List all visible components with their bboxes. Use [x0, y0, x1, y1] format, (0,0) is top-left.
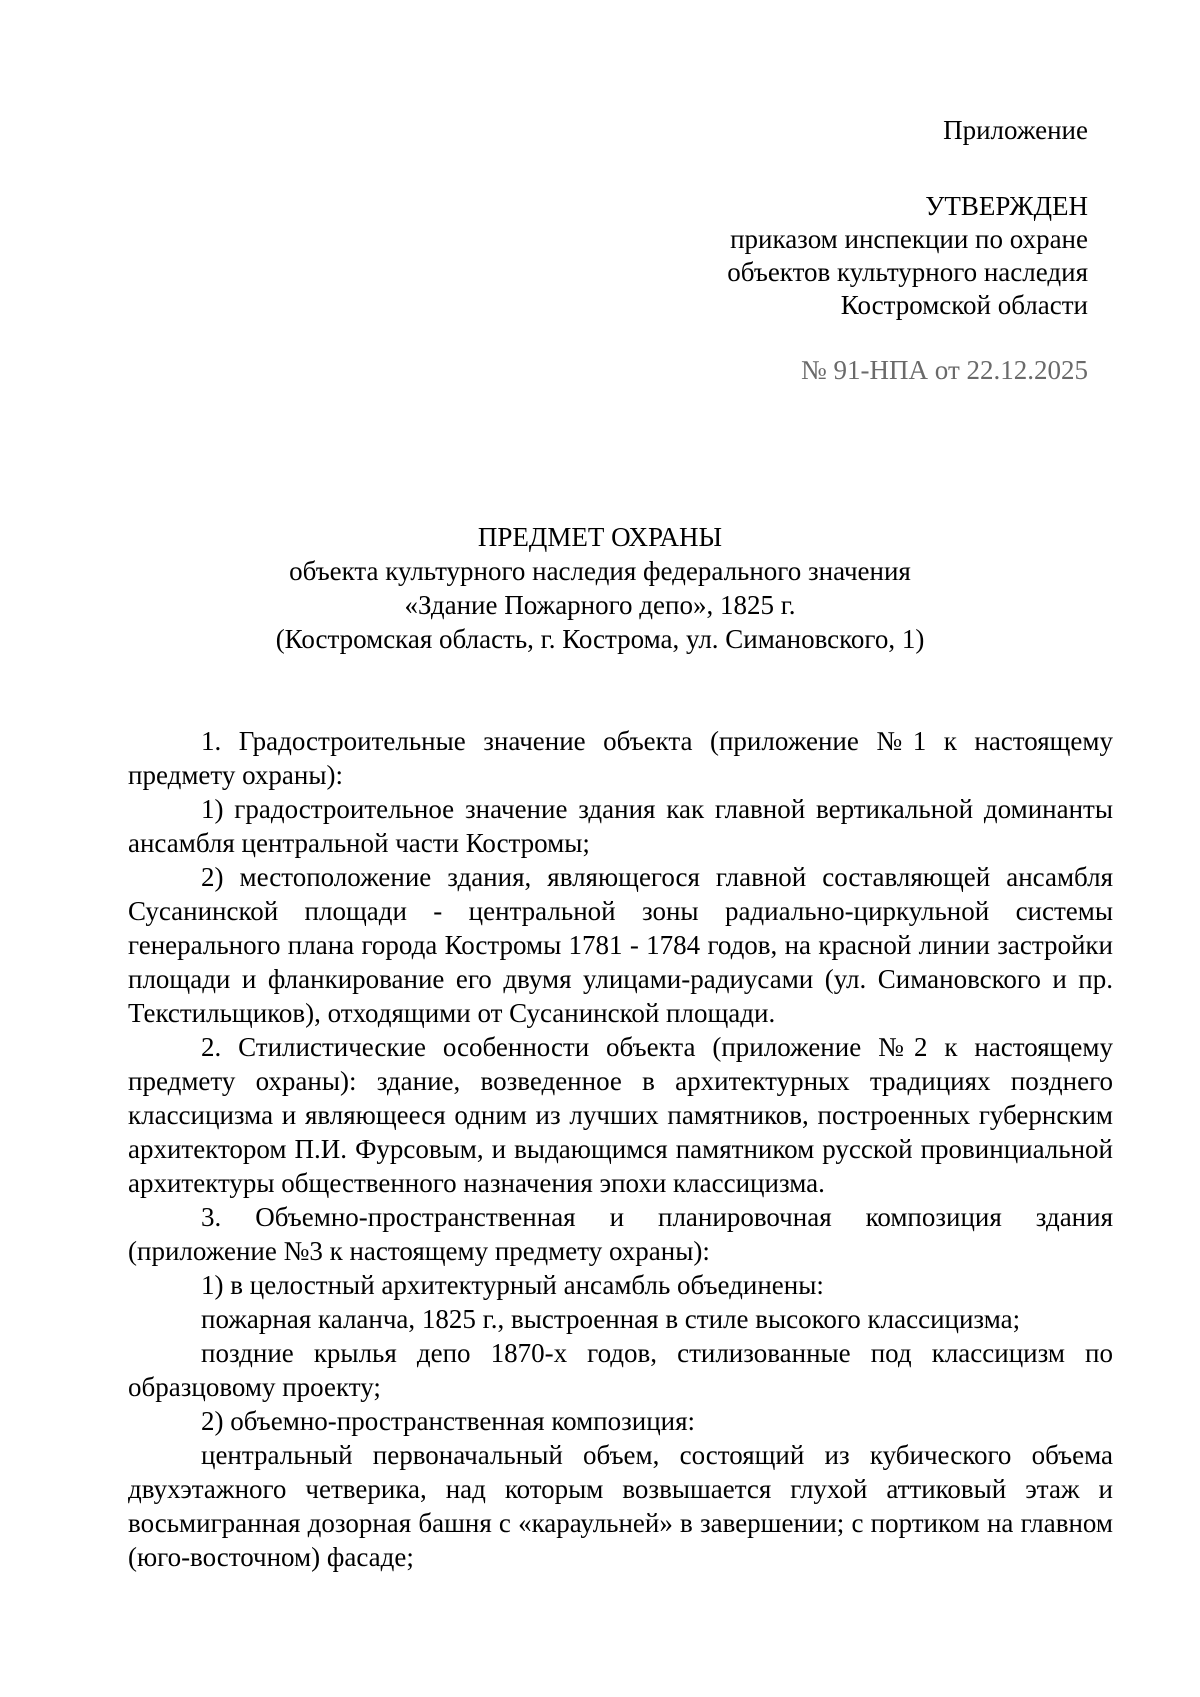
order-line: Костромской области	[840, 290, 1088, 320]
document-title-block	[0, 520, 1200, 656]
document-heading: ПРЕДМЕТ ОХРАНЫ	[477, 522, 723, 552]
approved-label: УТВЕРЖДЕН	[925, 191, 1088, 221]
subtitle-line: объекта культурного наследия федерального значения	[289, 556, 911, 586]
paragraph: 1) в целостный архитектурный ансамбль объединены:	[201, 1270, 824, 1300]
paragraph: 2. Стилистические особенности объекта (приложение №2 к настоящему предмету охраны): здание, возведенное в архитектурных традициях позднего классицизма и являющееся одним из лучших памятников, построенных губернским архитектором П.И. Фурсовым, и выдающимся памятником русской провинциальной архитектуры общественного назначения эпохи классицизма.	[128, 1032, 1113, 1198]
registration-stamp: № 91-НПА от 22.12.2025	[801, 355, 1088, 385]
document-body	[128, 724, 1113, 1574]
paragraph: центральный первоначальный объем, состоящий из кубического объема двухэтажного четверика, над которым возвышается глухой аттиковый этаж и восьмигранная дозорная башня с «караульней» в завершении; с портиком на главном (юго-восточном) фасаде;	[128, 1440, 1113, 1572]
paragraph: пожарная каланча, 1825 г., выстроенная в стиле высокого классицизма;	[201, 1304, 1021, 1334]
paragraph: 1) градостроительное значение здания как главной вертикальной доминанты ансамбля центральной части Костромы;	[128, 794, 1113, 858]
subtitle-line: «Здание Пожарного депо», 1825 г.	[404, 590, 796, 620]
paragraph: 3. Объемно-пространственная и планировочная композиция здания (приложение №3 к настоящему предмету охраны):	[128, 1202, 1113, 1266]
paragraph: 2) объемно-пространственная композиция:	[201, 1406, 696, 1436]
order-line: приказом инспекции по охране	[730, 224, 1088, 254]
appendix-label: Приложение	[943, 115, 1088, 145]
subtitle-line: (Костромская область, г. Кострома, ул. Симановского, 1)	[275, 624, 925, 654]
paragraph: поздние крылья депо 1870-х годов, стилизованные под классицизм по образцовому проекту;	[128, 1338, 1113, 1402]
order-line: объектов культурного наследия	[727, 257, 1088, 287]
paragraph: 2) местоположение здания, являющегося главной составляющей ансамбля Сусанинской площади - центральной зоны радиально-циркульной системы генерального плана города Костромы 1781 - 1784 годов, на красной линии застройки площади и фланкирование его двумя улицами-радиусами (ул. Симановского и пр. Текстильщиков), отходящими от Сусанинской площади.	[128, 862, 1113, 1028]
paragraph: 1. Градостроительные значение объекта (приложение №1 к настоящему предмету охраны):	[128, 726, 1113, 790]
